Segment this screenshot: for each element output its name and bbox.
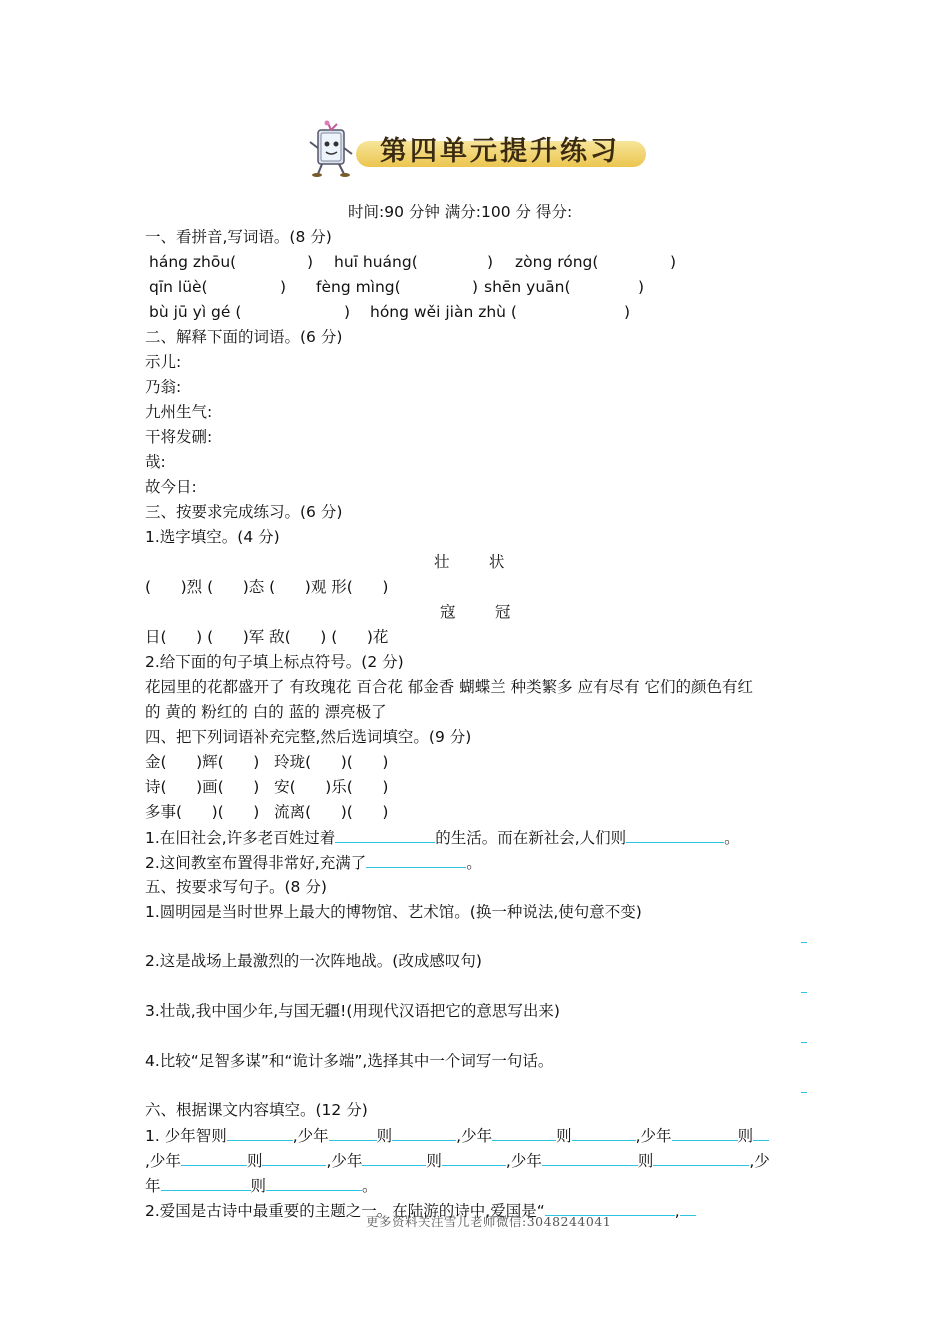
rewrite-question-4: 4.比较“足智多谋”和“诡计多端”,选择其中一个词写一句话。 (145, 1052, 554, 1070)
answer-blank[interactable] (392, 1125, 456, 1141)
char-options-1: 壮 状 (434, 553, 505, 571)
exam-info: 时间:90 分钟 满分:100 分 得分: (348, 203, 573, 221)
fill-text: 。 (466, 854, 482, 872)
section-6-heading: 六、根据课文内容填空。(12 分) (145, 1101, 368, 1119)
answer-line-marker[interactable] (801, 992, 807, 993)
recite-text: 年 (145, 1177, 161, 1195)
recite-text: 。 (362, 1177, 378, 1195)
book-mascot-icon (306, 120, 356, 178)
term-item: 示儿: (145, 353, 182, 371)
fill-line-2: 日( ) ( )军 敌( ) ( )花 (145, 628, 389, 646)
section-4-heading: 四、把下列词语补充完整,然后选词填空。(9 分) (145, 728, 472, 746)
recite-text: ,少年 (635, 1127, 672, 1145)
recite-line-2 (145, 1150, 770, 1171)
recite-text: 1. 少年智则 (145, 1127, 227, 1145)
answer-blank[interactable] (653, 1150, 749, 1166)
paren-close: ) (280, 278, 287, 296)
pinyin-3: zòng róng( (515, 253, 599, 271)
footer-watermark: 更多资料关注雪儿老师微信:3048244041 (366, 1214, 612, 1229)
recite-text: 则 (737, 1127, 754, 1145)
answer-blank[interactable] (626, 827, 724, 843)
answer-blank[interactable] (266, 1175, 362, 1191)
recite-text: ,少 (749, 1152, 770, 1170)
answer-blank[interactable] (542, 1150, 638, 1166)
answer-blank[interactable] (572, 1125, 636, 1141)
recite-text: ,少年 (456, 1127, 493, 1145)
term-item: 故今日: (145, 478, 197, 496)
rewrite-question-3: 3.壮哉,我中国少年,与国无疆!(用现代汉语把它的意思写出来) (145, 1002, 560, 1020)
recite-line-3 (145, 1175, 378, 1196)
recite-text: 则 (250, 1177, 267, 1195)
pinyin-4: qīn lüè( (149, 278, 208, 296)
pinyin-1: háng zhōu( (149, 253, 237, 271)
question-3-2: 2.给下面的句子填上标点符号。(2 分) (145, 653, 404, 671)
term-item: 乃翁: (145, 378, 182, 396)
fill-sentence-2 (145, 852, 482, 873)
punctuation-sentence-cont: 的 黄的 粉红的 白的 蓝的 漂亮极了 (145, 703, 387, 721)
paren-close: ) (670, 253, 677, 271)
recite-text: 则 (376, 1127, 393, 1145)
char-options-2: 寇 冠 (440, 603, 511, 621)
pinyin-2: huī huáng( (334, 253, 418, 271)
answer-line-marker[interactable] (801, 1092, 807, 1093)
answer-blank[interactable] (161, 1175, 251, 1191)
paren-close: ) (307, 253, 314, 271)
rewrite-question-1: 1.圆明园是当时世界上最大的博物馆、艺术馆。(换一种说法,使句意不变) (145, 903, 642, 921)
pinyin-8: hóng wěi jiàn zhù ( (370, 303, 517, 321)
term-item: 干将发硎: (145, 428, 213, 446)
punctuation-sentence: 花园里的花都盛开了 有玫瑰花 百合花 郁金香 蝴蝶兰 种类繁多 应有尽有 它们的颜色有红 (145, 678, 753, 696)
pinyin-7: bù jū yì gé ( (149, 303, 242, 321)
fill-text: 。 (724, 829, 740, 847)
answer-blank[interactable] (680, 1200, 696, 1216)
fill-line-1: ( )烈 ( )态 ( )观 形( ) (145, 578, 389, 596)
recite-text: ,少年 (145, 1152, 181, 1170)
section-3-heading: 三、按要求完成练习。(6 分) (145, 503, 343, 521)
fill-text: 2.这间教室布置得非常好,充满了 (145, 854, 367, 872)
section-2-heading: 二、解释下面的词语。(6 分) (145, 328, 343, 346)
question-3-1: 1.选字填空。(4 分) (145, 528, 280, 546)
recite-line-1 (145, 1125, 769, 1146)
fill-sentence-1 (145, 827, 740, 848)
answer-blank[interactable] (181, 1150, 247, 1166)
idiom-row-3: 多事( )( ) 流离( )( ) (145, 803, 389, 821)
page-title: 第四单元提升练习 (380, 136, 620, 167)
recite-text: ,少年 (292, 1127, 329, 1145)
answer-line-marker[interactable] (801, 942, 807, 943)
pinyin-6: shēn yuān( (484, 278, 571, 296)
answer-blank[interactable] (492, 1125, 556, 1141)
answer-blank[interactable] (329, 1125, 377, 1141)
answer-blank[interactable] (366, 852, 466, 868)
answer-blank[interactable] (362, 1150, 426, 1166)
answer-blank[interactable] (335, 827, 435, 843)
idiom-row-2: 诗( )画( ) 安( )乐( ) (145, 778, 389, 796)
rewrite-question-2: 2.这是战场上最激烈的一次阵地战。(改成感叹句) (145, 952, 482, 970)
idiom-row-1: 金( )辉( ) 玲珑( )( ) (145, 753, 389, 771)
paren-close: ) (344, 303, 351, 321)
term-item: 哉: (145, 453, 166, 471)
fill-text: 1.在旧社会,许多老百姓过着 (145, 829, 336, 847)
section-1-heading: 一、看拼音,写词语。(8 分) (145, 228, 332, 246)
paren-close: ) (638, 278, 645, 296)
recite-text: 则 (246, 1152, 263, 1170)
answer-blank[interactable] (672, 1125, 738, 1141)
term-item: 九州生气: (145, 403, 213, 421)
recite-text: 则 (556, 1127, 572, 1145)
recite-text: 2.爱国是古诗中最重要的主题之一。在陆游的诗中,爱国是“ (145, 1202, 545, 1220)
recite-text: 则 (637, 1152, 654, 1170)
title-banner (356, 135, 646, 169)
answer-blank[interactable] (227, 1125, 293, 1141)
pinyin-5: fèng mìng( (316, 278, 401, 296)
recite-text: ,少年 (326, 1152, 363, 1170)
section-5-heading: 五、按要求写句子。(8 分) (145, 878, 327, 896)
paren-close: ) (624, 303, 631, 321)
answer-line-marker[interactable] (801, 1042, 807, 1043)
paren-close: ) (472, 278, 479, 296)
answer-blank[interactable] (442, 1150, 506, 1166)
answer-blank[interactable] (262, 1150, 326, 1166)
recite-text: ,少年 (505, 1152, 542, 1170)
recite-text: , (674, 1202, 680, 1220)
answer-blank[interactable] (753, 1125, 769, 1141)
fill-text: 的生活。而在新社会,人们则 (435, 829, 627, 847)
recite-text: 则 (426, 1152, 442, 1170)
paren-close: ) (487, 253, 494, 271)
